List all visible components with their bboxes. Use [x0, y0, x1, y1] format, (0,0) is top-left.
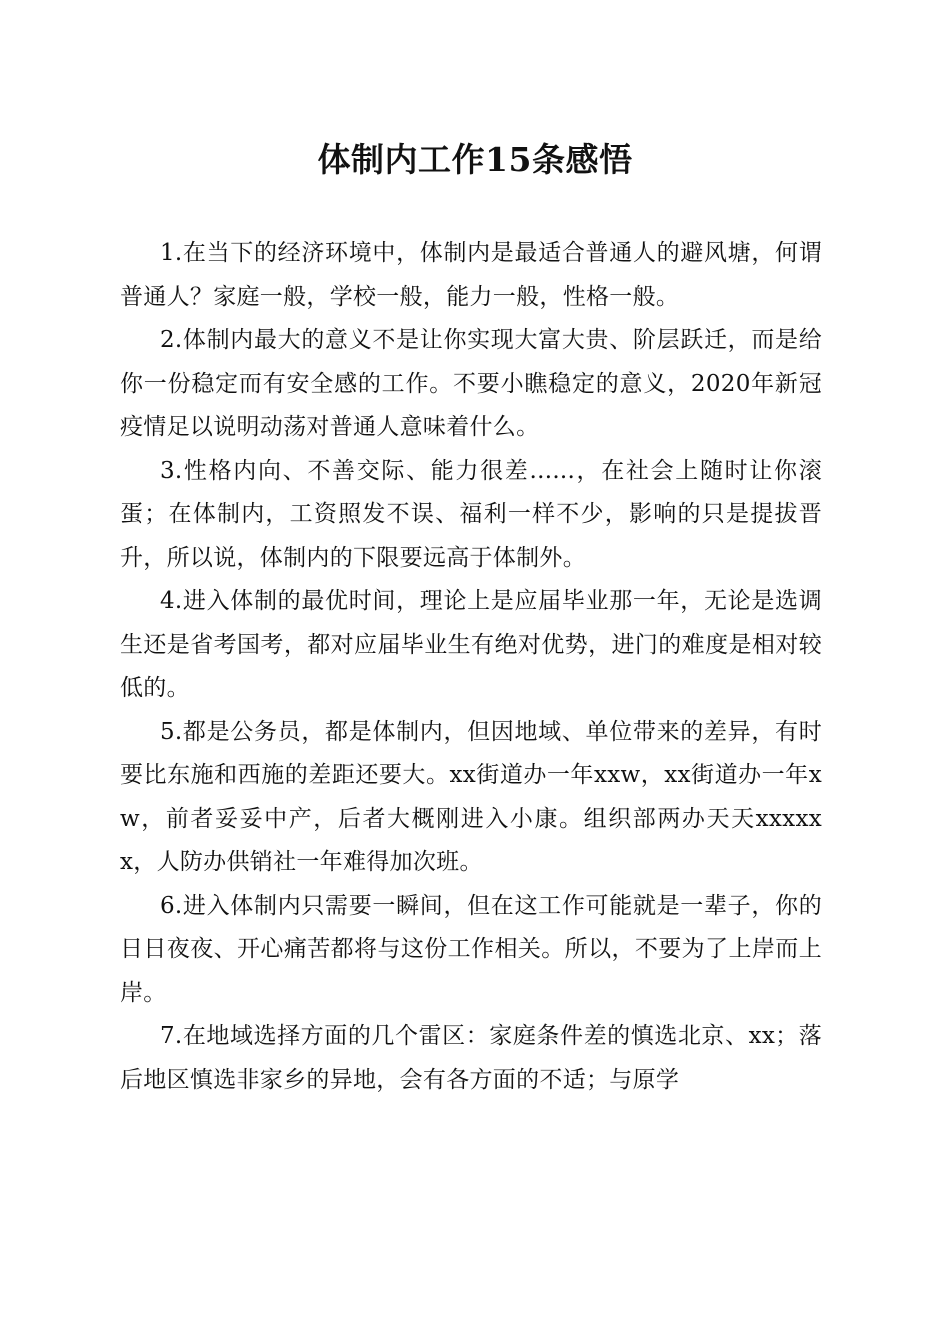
paragraph-7: 7.在地域选择方面的几个雷区：家庭条件差的慎选北京、xx；落后地区慎选非家乡的异地，会有各方面的不适；与原学 [120, 1023, 822, 1093]
document-title: 体制内工作15条感悟 [317, 140, 633, 179]
document-body [120, 232, 822, 1102]
paragraph-2: 2.体制内最大的意义不是让你实现大富大贵、阶层跃迁，而是给你一份稳定而有安全感的工作。不要小瞧稳定的意义，2020年新冠疫情足以说明动荡对普通人意味着什么。 [120, 327, 822, 440]
paragraph-1: 1.在当下的经济环境中，体制内是最适合普通人的避风塘，何谓普通人？家庭一般，学校一般，能力一般，性格一般。 [120, 240, 822, 310]
paragraph-4: 4.进入体制的最优时间，理论上是应届毕业那一年，无论是选调生还是省考国考，都对应届毕业生有绝对优势，进门的难度是相对较低的。 [120, 588, 822, 701]
paragraph-3: 3.性格内向、不善交际、能力很差......，在社会上随时让你滚蛋；在体制内，工资照发不误、福利一样不少，影响的只是提拔晋升，所以说，体制内的下限要远高于体制外。 [120, 457, 822, 571]
paragraph-6: 6.进入体制内只需要一瞬间，但在这工作可能就是一辈子，你的日日夜夜、开心痛苦都将与这份工作相关。所以，不要为了上岸而上岸。 [120, 892, 822, 1006]
paragraph-5: 5.都是公务员，都是体制内，但因地域、单位带来的差异，有时要比东施和西施的差距还要大。xx街道办一年xxw，xx街道办一年xw，前者妥妥中产，后者大概刚进入小康。组织部两办天天xxxxxx，人防办供销社一年难得加次班。 [120, 718, 822, 875]
